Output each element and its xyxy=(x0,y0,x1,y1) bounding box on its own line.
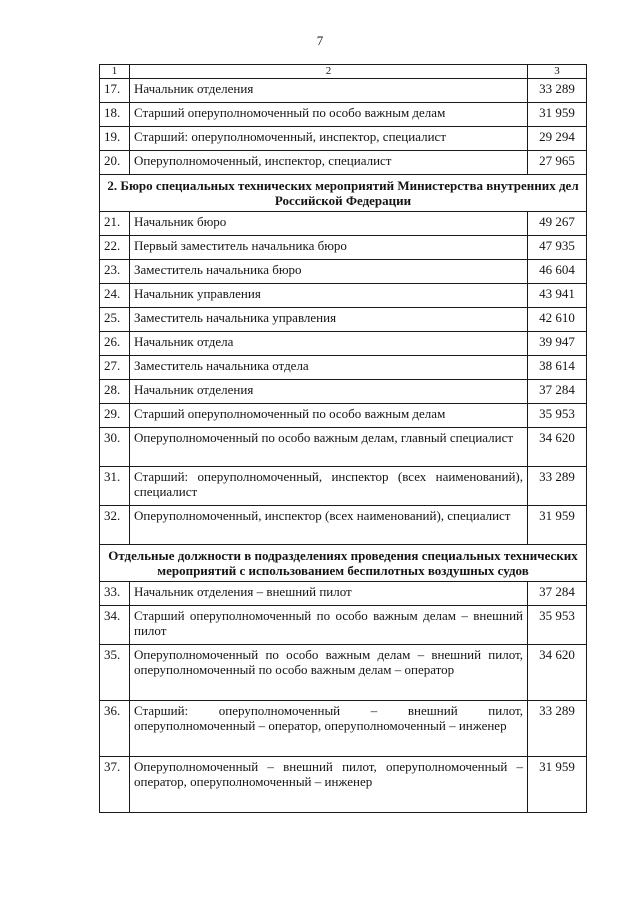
section-uav-title: Отдельные должности в подразделениях проведения специальных технических мероприятий с использованием беспилотных воздушных судов xyxy=(100,545,587,582)
row-number: 34. xyxy=(100,606,130,645)
salary-value: 49 267 xyxy=(528,212,587,236)
salary-value: 34 620 xyxy=(528,645,587,701)
row-number: 20. xyxy=(100,151,130,175)
table-row xyxy=(100,103,587,127)
row-number: 18. xyxy=(100,103,130,127)
position-name: Старший: оперуполномоченный, инспектор, специалист xyxy=(130,127,528,151)
section-2-title: 2. Бюро специальных технических мероприятий Министерства внутренних дел Российской Федерации xyxy=(100,175,587,212)
table-row xyxy=(100,428,587,467)
position-name: Старший оперуполномоченный по особо важным делам – внешний пилот xyxy=(130,606,528,645)
position-name: Первый заместитель начальника бюро xyxy=(130,236,528,260)
table-header-row xyxy=(100,65,587,79)
row-number: 36. xyxy=(100,701,130,757)
row-number: 27. xyxy=(100,356,130,380)
table-row xyxy=(100,284,587,308)
header-col-1: 1 xyxy=(100,65,130,79)
row-number: 23. xyxy=(100,260,130,284)
position-name: Оперуполномоченный по особо важным делам – внешний пилот, оперуполномоченный по особо важным делам – оператор xyxy=(130,645,528,701)
salary-table xyxy=(99,64,587,813)
salary-value: 33 289 xyxy=(528,701,587,757)
position-name: Начальник бюро xyxy=(130,212,528,236)
position-name: Старший оперуполномоченный по особо важным делам xyxy=(130,103,528,127)
table-row xyxy=(100,606,587,645)
row-number: 37. xyxy=(100,757,130,813)
section-heading-row xyxy=(100,545,587,582)
salary-value: 37 284 xyxy=(528,380,587,404)
salary-value: 31 959 xyxy=(528,103,587,127)
table-row xyxy=(100,701,587,757)
position-name: Старший: оперуполномоченный – внешний пилот, оперуполномоченный – оператор, оперуполномоченный – инженер xyxy=(130,701,528,757)
salary-value: 35 953 xyxy=(528,404,587,428)
position-name: Заместитель начальника отдела xyxy=(130,356,528,380)
salary-value: 29 294 xyxy=(528,127,587,151)
table-row xyxy=(100,356,587,380)
salary-value: 39 947 xyxy=(528,332,587,356)
position-name: Старший оперуполномоченный по особо важным делам xyxy=(130,404,528,428)
salary-value: 37 284 xyxy=(528,582,587,606)
table-row xyxy=(100,236,587,260)
row-number: 21. xyxy=(100,212,130,236)
table-row xyxy=(100,404,587,428)
row-number: 31. xyxy=(100,467,130,506)
table-row xyxy=(100,308,587,332)
table-row xyxy=(100,380,587,404)
table-row xyxy=(100,757,587,813)
salary-value: 34 620 xyxy=(528,428,587,467)
position-name: Начальник управления xyxy=(130,284,528,308)
table-row xyxy=(100,151,587,175)
position-name: Оперуполномоченный, инспектор, специалист xyxy=(130,151,528,175)
salary-value: 33 289 xyxy=(528,79,587,103)
row-number: 28. xyxy=(100,380,130,404)
salary-value: 38 614 xyxy=(528,356,587,380)
row-number: 22. xyxy=(100,236,130,260)
row-number: 35. xyxy=(100,645,130,701)
salary-value: 27 965 xyxy=(528,151,587,175)
salary-value: 33 289 xyxy=(528,467,587,506)
salary-value: 47 935 xyxy=(528,236,587,260)
position-name: Начальник отделения – внешний пилот xyxy=(130,582,528,606)
table-row xyxy=(100,582,587,606)
row-number: 19. xyxy=(100,127,130,151)
table-row xyxy=(100,645,587,701)
position-name: Заместитель начальника бюро xyxy=(130,260,528,284)
row-number: 24. xyxy=(100,284,130,308)
table-row xyxy=(100,467,587,506)
table-row xyxy=(100,127,587,151)
salary-value: 42 610 xyxy=(528,308,587,332)
row-number: 25. xyxy=(100,308,130,332)
row-number: 32. xyxy=(100,506,130,545)
position-name: Начальник отдела xyxy=(130,332,528,356)
row-number: 17. xyxy=(100,79,130,103)
row-number: 26. xyxy=(100,332,130,356)
salary-value: 46 604 xyxy=(528,260,587,284)
row-number: 33. xyxy=(100,582,130,606)
position-name: Оперуполномоченный – внешний пилот, оперуполномоченный – оператор, оперуполномоченный – инженер xyxy=(130,757,528,813)
salary-value: 31 959 xyxy=(528,757,587,813)
header-col-2: 2 xyxy=(130,65,528,79)
table-row xyxy=(100,260,587,284)
position-name: Оперуполномоченный, инспектор (всех наименований), специалист xyxy=(130,506,528,545)
salary-value: 31 959 xyxy=(528,506,587,545)
salary-value: 43 941 xyxy=(528,284,587,308)
position-name: Старший: оперуполномоченный, инспектор (всех наименований), специалист xyxy=(130,467,528,506)
section-heading-row xyxy=(100,175,587,212)
salary-value: 35 953 xyxy=(528,606,587,645)
table-row xyxy=(100,212,587,236)
table-row xyxy=(100,506,587,545)
position-name: Заместитель начальника управления xyxy=(130,308,528,332)
table-row xyxy=(100,332,587,356)
table-row xyxy=(100,79,587,103)
position-name: Начальник отделения xyxy=(130,79,528,103)
row-number: 29. xyxy=(100,404,130,428)
position-name: Оперуполномоченный по особо важным делам, главный специалист xyxy=(130,428,528,467)
row-number: 30. xyxy=(100,428,130,467)
header-col-3: 3 xyxy=(528,65,587,79)
position-name: Начальник отделения xyxy=(130,380,528,404)
page-number: 7 xyxy=(316,33,324,48)
